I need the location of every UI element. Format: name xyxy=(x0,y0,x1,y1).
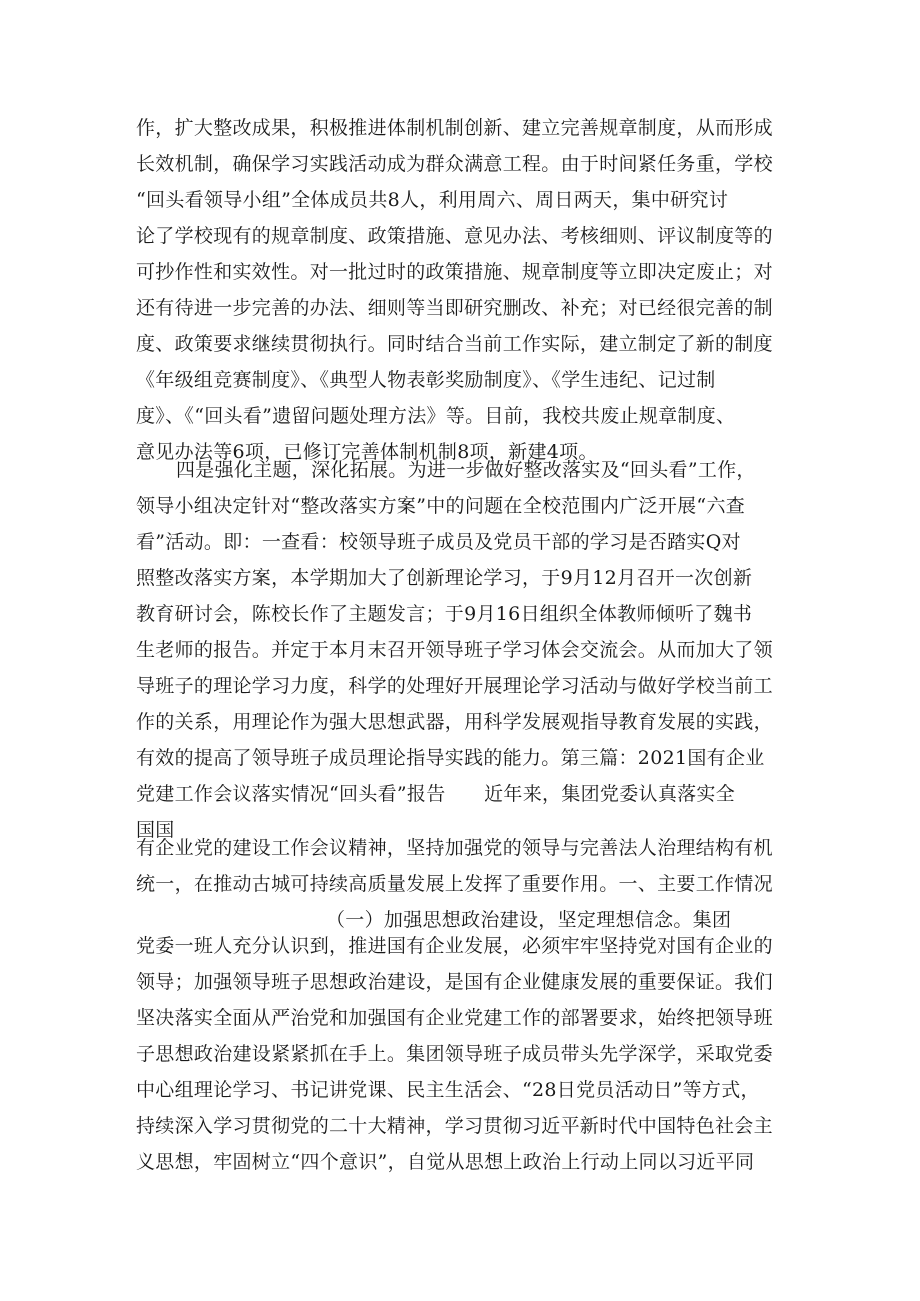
text-line: 可抄作性和实效性。对一批过时的政策措施、规章制度等立即决定废止；对 xyxy=(136,261,773,283)
text-line: 教育研讨会，陈校长作了主题发言；于9月16日组织全体教师倾听了魏书 xyxy=(136,603,753,625)
text-line: 看”活动。即：一查看：校领导班子成员及党员干部的学习是否踏实Q对 xyxy=(136,531,741,553)
text-line: 义思想，牢固树立“四个意识”，自觉从思想上政治上行动上同以习近平同 xyxy=(136,1151,755,1173)
paragraph-1 xyxy=(136,110,796,470)
text-line: 作的关系，用理论作为强大思想武器，用科学发展观指导教育发展的实践， xyxy=(136,711,773,733)
text-line: 领导；加强领导班子思想政治建设，是国有企业健康发展的重要保证。我们 xyxy=(136,971,773,993)
text-line: 《年级组竞赛制度》、《典型人物表彰奖励制度》、《学生违纪、记过制 xyxy=(136,369,716,391)
text-line: 持续深入学习贯彻党的二十大精神，学习贯彻习近平新时代中国特色社会主 xyxy=(136,1115,773,1137)
text-line: 意见办法等6项，已修订完善体制机制8项，新建4项。 xyxy=(136,441,598,463)
text-line: 子思想政治建设紧紧抓在手上。集团领导班子成员带头先学深学，采取党委 xyxy=(136,1043,773,1065)
text-line: 四是强化主题，深化拓展。为进一步做好整改落实及“回头看”工作， xyxy=(176,459,756,481)
paragraph-4 xyxy=(136,928,796,1180)
text-line: 有效的提高了领导班子成员理论指导实践的能力。第三篇：2021国有企业 xyxy=(136,747,765,769)
text-line: 国国 xyxy=(136,819,175,841)
text-line: 照整改落实方案，本学期加大了创新理论学习，于9月12月召开一次创新 xyxy=(136,567,753,589)
text-line: 坚决落实全面从严治党和加强国有企业党建工作的部署要求，始终把领导班 xyxy=(136,1007,773,1029)
text-line: 领导小组决定针对“整改落实方案”中的问题在全校范围内广泛开展“六查 xyxy=(136,495,746,517)
text-line: 中心组理论学习、书记讲党课、民主生活会、“28日党员活动日”等方式， xyxy=(136,1079,760,1101)
text-line: “回头看领导小组”全体成员共8人，利用周六、周日两天，集中研究讨 xyxy=(136,189,729,211)
text-line: 还有待进一步完善的办法、细则等当即研究删改、补充；对已经很完善的制 xyxy=(136,297,773,319)
text-line: 统一，在推动古城可持续高质量发展上发挥了重要作用。一、主要工作情况 xyxy=(136,873,773,895)
text-line: 度》、《“回头看”遗留问题处理方法》等。目前，我校共废止规章制度、 xyxy=(136,405,736,427)
paragraph-2 xyxy=(136,452,796,848)
text-line: 长效机制，确保学习实践活动成为群众满意工程。由于时间紧任务重，学校 xyxy=(136,153,773,175)
text-line: 党委一班人充分认识到，推进国有企业发展，必须牢牢坚持党对国有企业的 xyxy=(136,935,773,957)
text-line: 度、政策要求继续贯彻执行。同时结合当前工作实际，建立制定了新的制度 xyxy=(136,333,773,355)
text-line: 作，扩大整改成果，积极推进体制机制创新、建立完善规章制度，从而形成 xyxy=(136,117,773,139)
text-line: 党建工作会议落实情况“回头看”报告 近年来，集团党委认真落实全 xyxy=(136,783,736,805)
section-heading: （一）加强思想政治建设，坚定理想信念。集团 xyxy=(326,909,732,931)
paragraph-3 xyxy=(136,830,796,938)
text-line: 有企业党的建设工作会议精神，坚持加强党的领导与完善法人治理结构有机 xyxy=(136,837,773,859)
text-line: 生老师的报告。并定于本月末召开领导班子学习体会交流会。从而加大了领 xyxy=(136,639,773,661)
text-line: 论了学校现有的规章制度、政策措施、意见办法、考核细则、评议制度等的 xyxy=(136,225,773,247)
text-line: 导班子的理论学习力度，科学的处理好开展理论学习活动与做好学校当前工 xyxy=(136,675,773,697)
